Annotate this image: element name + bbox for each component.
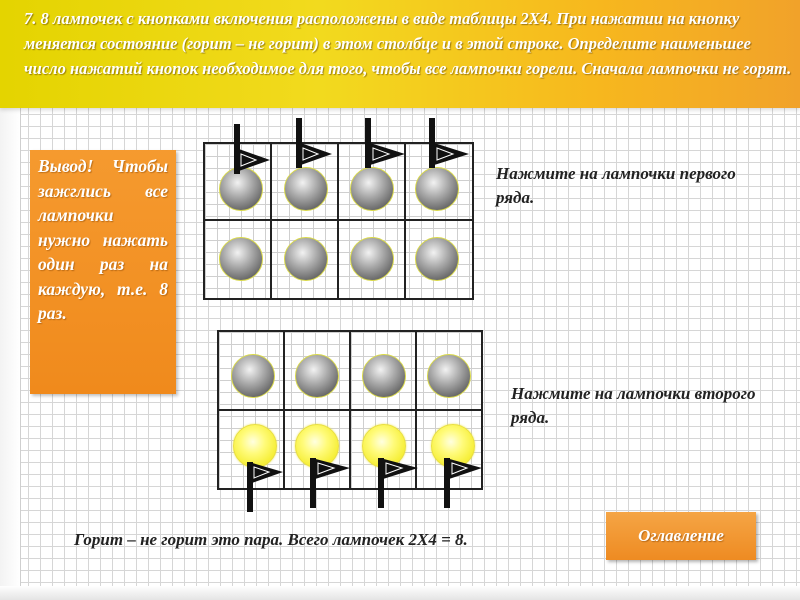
pointer-flag-icon	[440, 454, 484, 510]
top-row2-bulb-1[interactable]	[219, 237, 263, 281]
hint-second-row: Нажмите на лампочки второго ряда.	[511, 384, 756, 427]
hint-first-row: Нажмите на лампочки первого ряда.	[496, 164, 736, 207]
pointer-flag-icon	[425, 118, 471, 174]
pointer-flag-icon	[374, 454, 420, 510]
footer-note: Горит – не горит это пара. Всего лампочек 2Х4 = 8.	[74, 530, 468, 549]
top-row2-bulb-4[interactable]	[415, 237, 459, 281]
pointer-flag-icon	[361, 118, 407, 174]
bottom-decor-stripe	[0, 586, 800, 600]
header-band	[0, 0, 800, 108]
top-row2-bulb-3[interactable]	[350, 237, 394, 281]
problem-statement: 7. 8 лампочек с кнопками включения расположены в виде таблицы 2Х4. При нажатии на кнопку меняется состояние (горит – не горит) в этом столбце и в этой строке. Определите наименьшее число нажатий кнопок необходимое для того, чтобы все лампочки горели. Сначала лампочки не горят.	[24, 9, 792, 78]
toc-button-label: Оглавление	[638, 526, 724, 545]
bottom-row1-bulb-2[interactable]	[295, 354, 339, 398]
pointer-flag-icon	[243, 458, 285, 514]
conclusion-box	[30, 150, 176, 394]
table-of-contents-button[interactable]	[606, 512, 756, 560]
pointer-flag-icon	[230, 124, 272, 180]
pointer-flag-icon	[306, 454, 352, 510]
bottom-row1-bulb-3[interactable]	[362, 354, 406, 398]
pointer-flag-icon	[292, 118, 334, 174]
bottom-row1-bulb-4[interactable]	[427, 354, 471, 398]
conclusion-text: Вывод! Чтобы зажглись все лампочки нужно нажать один раз на каждую, т.е. 8 раз.	[38, 156, 168, 323]
top-row2-bulb-2[interactable]	[284, 237, 328, 281]
bottom-row1-bulb-1[interactable]	[231, 354, 275, 398]
